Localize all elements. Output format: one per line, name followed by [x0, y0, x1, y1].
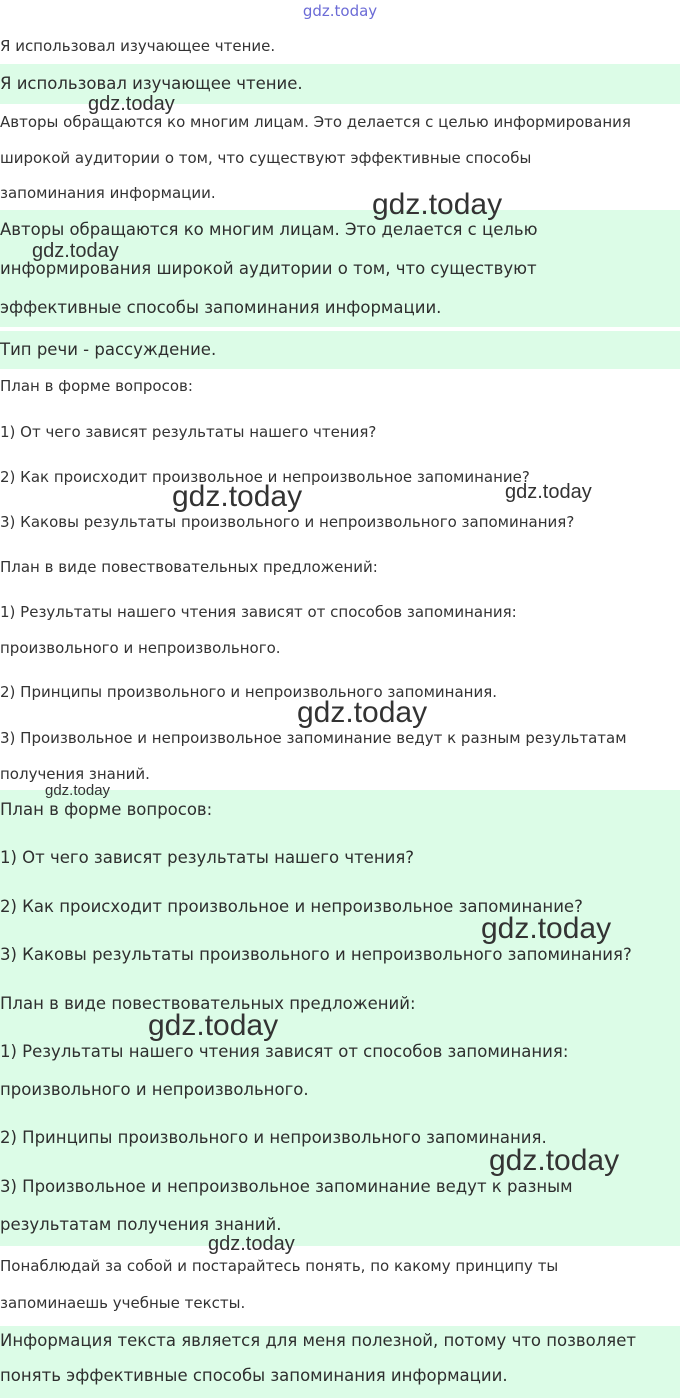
text-line: произвольного и непроизвольного.: [0, 1080, 309, 1099]
question-block: [0, 104, 680, 210]
watermark-text: gdz.today: [32, 240, 119, 262]
watermark-text: gdz.today: [208, 1233, 295, 1255]
text-line: 3) Каковы результаты произвольного и непроизвольного запоминания?: [0, 945, 632, 964]
watermark-text: gdz.today: [148, 1009, 279, 1042]
text-line: получения знаний.: [0, 765, 150, 783]
text-line: 2) Принципы произвольного и непроизвольного запоминания.: [0, 1128, 547, 1147]
answer-block: [0, 790, 680, 1246]
answer-block: [0, 64, 680, 104]
watermark-text: gdz.today: [505, 481, 592, 503]
watermark-text: gdz.today: [372, 188, 503, 221]
watermark-text: gdz.today: [88, 93, 175, 115]
watermark-text: gdz.today: [45, 782, 111, 799]
text-line: широкой аудитории о том, что существуют эффективные способы: [0, 149, 532, 167]
text-line: Тип речи - рассуждение.: [0, 340, 217, 359]
text-line: произвольного и непроизвольного.: [0, 639, 281, 657]
text-line: запоминания информации.: [0, 184, 216, 202]
text-line: План в форме вопросов:: [0, 377, 193, 395]
text-line: 3) Произвольное и непроизвольное запоминание ведут к разным: [0, 1177, 573, 1196]
text-line: результатам получения знаний.: [0, 1215, 282, 1234]
text-line: 3) Каковы результаты произвольного и непроизвольного запоминания?: [0, 513, 575, 531]
text-line: Авторы обращаются ко многим лицам. Это делается с целью: [0, 220, 538, 239]
text-line: 1) Результаты нашего чтения зависят от способов запоминания:: [0, 1042, 569, 1061]
text-line: Информация текста является для меня полезной, потому что позволяет: [0, 1331, 636, 1350]
watermark-text: gdz.today: [172, 480, 303, 513]
text-line: 3) Произвольное и непроизвольное запоминание ведут к разным результатам: [0, 729, 627, 747]
text-line: 1) От чего зависят результаты нашего чтения?: [0, 423, 377, 441]
text-line: Я использовал изучающее чтение.: [0, 74, 303, 93]
question-block: [0, 369, 680, 790]
watermark-text: gdz.today: [297, 696, 428, 729]
text-line: План в виде повествовательных предложений:: [0, 558, 378, 576]
answer-block: [0, 210, 680, 327]
answer-block: [0, 331, 680, 369]
text-line: 1) От чего зависят результаты нашего чтения?: [0, 848, 415, 867]
answer-block: [0, 1326, 680, 1398]
text-line: понять эффективные способы запоминания информации.: [0, 1366, 508, 1385]
question-block: [0, 1246, 680, 1326]
text-line: 2) Как происходит произвольное и непроизвольное запоминание?: [0, 468, 530, 486]
text-line: Авторы обращаются ко многим лицам. Это делается с целью информирования: [0, 113, 631, 131]
text-line: 2) Принципы произвольного и непроизвольного запоминания.: [0, 683, 497, 701]
watermark-text: gdz.today: [489, 1144, 620, 1177]
text-line: Понаблюдай за собой и постарайтесь понять, по какому принципу ты: [0, 1257, 559, 1275]
text-line: 2) Как происходит произвольное и непроизвольное запоминание?: [0, 897, 583, 916]
text-line: запоминаешь учебные тексты.: [0, 1294, 246, 1312]
watermark-text: gdz.today: [481, 912, 612, 945]
text-line: 1) Результаты нашего чтения зависят от способов запоминания:: [0, 603, 517, 621]
question-block: [0, 30, 680, 64]
site-logo-text: gdz.today: [302, 2, 378, 20]
text-line: План в виде повествовательных предложений:: [0, 994, 416, 1013]
text-line: информирования широкой аудитории о том, что существуют: [0, 259, 537, 278]
text-line: эффективные способы запоминания информации.: [0, 298, 442, 317]
text-line: План в форме вопросов:: [0, 800, 213, 819]
text-line: Я использовал изучающее чтение.: [0, 37, 276, 55]
